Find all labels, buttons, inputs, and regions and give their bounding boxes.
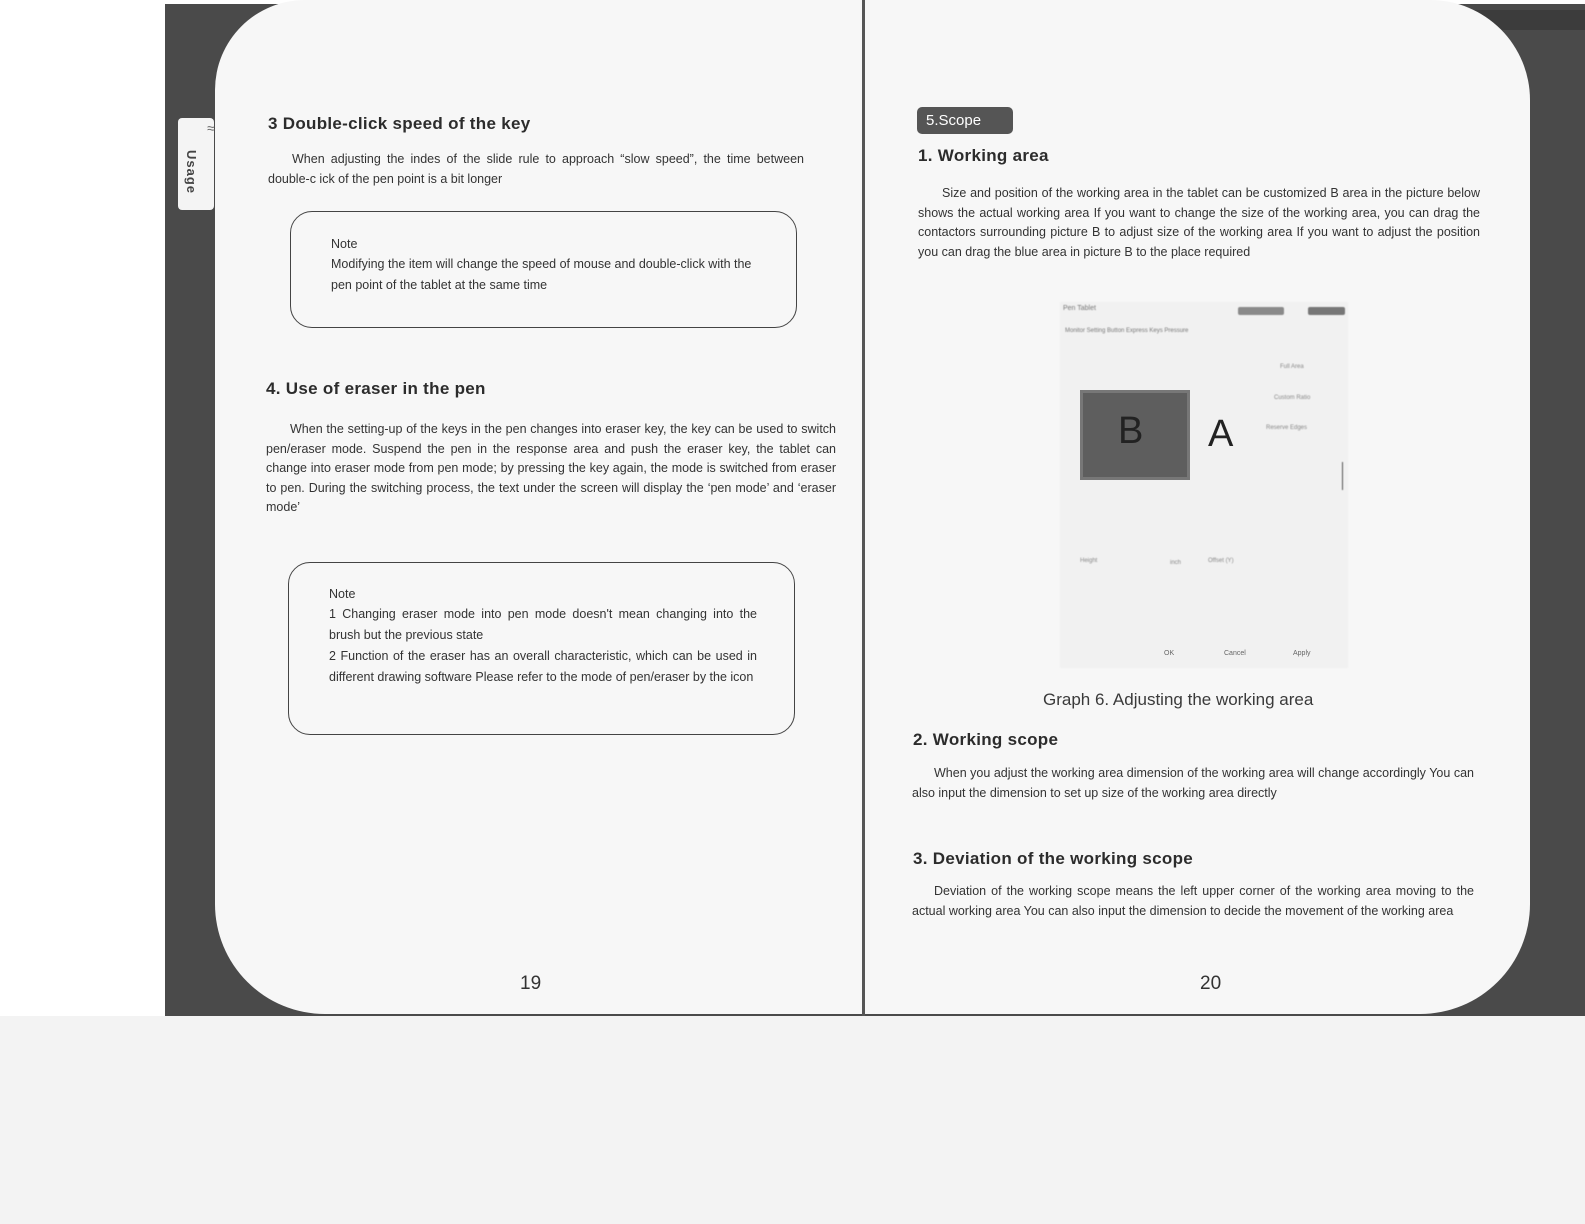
figure-screenshot [1060,302,1348,668]
page-number-left: 19 [520,973,542,994]
wave-icon: ≈ [207,120,215,136]
book-spine [862,0,865,1016]
section-body-eraser: When the setting-up of the keys in the pen changes into eraser key, the key can be used to switch pen/eraser mode. Suspend the pen in the response area and push the eraser key, the tablet can change into eraser mode from pen mode; by pressing the key again, the mode is switched from eraser to pen. During the switching process, the text under the screen will display the ‘pen mode’ and ‘eraser mode’ [266,422,836,514]
section-title-deviation: 3. Deviation of the working scope [913,849,1194,868]
section-body-double-click: When adjusting the indes of the slide rule to approach “slow speed”, the time between double-c ick of the pen point is a bit longer [268,152,804,186]
figure-close-control [1308,307,1345,315]
scan-background [0,1016,1585,1224]
note2-item1: 1 Changing eraser mode into pen mode doesn't mean changing into the brush but the previous state [329,607,757,642]
note2-label: Note [329,587,356,601]
figure-caption: Graph 6. Adjusting the working area [1043,690,1314,709]
page-number-right: 20 [1200,973,1222,994]
figure-cancel-button: Cancel [1224,650,1246,657]
section-body-deviation: Deviation of the working scope means the left upper corner of the working area moving to the actual working area You can also input the dimension to decide the movement of the working area [912,884,1474,918]
figure-height-label: Height [1080,558,1098,564]
side-tab-label: Usage [184,150,199,195]
section-title-working-area: 1. Working area [918,146,1049,165]
note2-item2: 2 Function of the eraser has an overall characteristic, which can be used in different drawing software Please refer to the mode of pen/eraser by the icon [329,649,757,684]
figure-tabs: Monitor Setting Button Express Keys Pressure [1065,328,1189,334]
chapter-badge: 5.Scope [917,107,1013,134]
figure-inch-label: inch [1170,560,1182,566]
figure-custom-ratio: Custom Ratio [1274,395,1311,401]
figure-ok-button: OK [1164,650,1175,657]
figure-offset-label: Offset (Y) [1208,558,1234,564]
section-title-eraser: 4. Use of eraser in the pen [266,379,486,398]
figure-apply-button: Apply [1293,650,1311,657]
section-body-working-scope: When you adjust the working area dimension of the working area will change accordingly You can also input the dimension to set up size of the working area directly [912,766,1474,800]
figure-label-a: A [1208,413,1234,455]
figure-full-area: Full Area [1280,364,1304,370]
figure-window-title: Pen Tablet [1063,305,1096,312]
section-title-double-click: 3 Double-click speed of the key [268,114,531,133]
section-title-working-scope: 2. Working scope [913,730,1059,749]
figure-reserve-edges: Reserve Edges [1266,425,1308,431]
note1-text: Modifying the item will change the speed of mouse and double-click with the pen point of the tablet at the same time [331,257,752,292]
figure-minimize-control [1238,307,1284,315]
section-body-working-area: Size and position of the working area in the tablet can be customized B area in the picture below shows the actual working area If you want to change the size of the working area, you can drag the contactors surrounding picture B to adjust size of the working area If you want to adjust the position you can drag the blue area in picture B to the place required [918,186,1480,259]
note1-label: Note [331,237,358,251]
figure-divider [1342,462,1343,490]
figure-label-b: B [1118,410,1144,452]
